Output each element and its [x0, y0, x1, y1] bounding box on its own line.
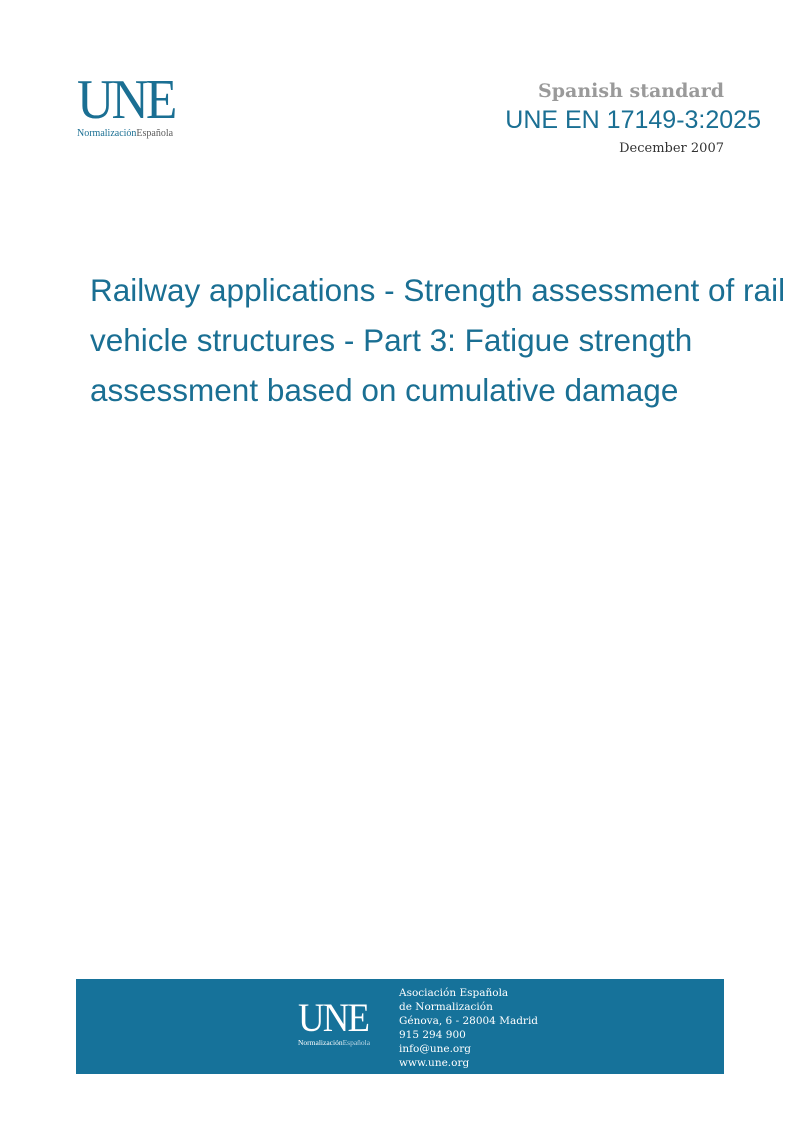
standard-code: UNE EN 17149-3:2025 [505, 106, 761, 134]
document-title: Railway applications - Strength assessment of rail vehicle structures - Part 3: Fatigue strength assessment based on cumulative damage [90, 272, 786, 408]
standard-kind: Spanish standard [538, 80, 724, 102]
standard-date: December 2007 [619, 141, 724, 156]
une-logo-mark: UNE [77, 69, 175, 131]
une-logo [77, 69, 197, 146]
logo-tagline-part2: Española [136, 128, 174, 139]
org-email-link[interactable]: info@une.org [399, 1043, 471, 1055]
publisher-contact [399, 986, 538, 1070]
org-phone: 915 294 900 [399, 1029, 466, 1041]
org-name-line1: Asociación Española [399, 987, 509, 999]
org-address: Génova, 6 - 28004 Madrid [399, 1015, 539, 1027]
org-name-line2: de Normalización [399, 1001, 493, 1013]
footer-tagline-part2: Española [342, 1038, 371, 1047]
logo-tagline-part1: Normalización [77, 128, 137, 139]
footer-logo-mark: UNE [298, 995, 369, 1040]
publisher-footer [76, 979, 724, 1074]
standard-header [505, 78, 761, 159]
footer-tagline-part1: Normalización [298, 1038, 343, 1047]
footer-une-logo [298, 995, 388, 1048]
org-website-link[interactable]: www.une.org [399, 1057, 470, 1069]
